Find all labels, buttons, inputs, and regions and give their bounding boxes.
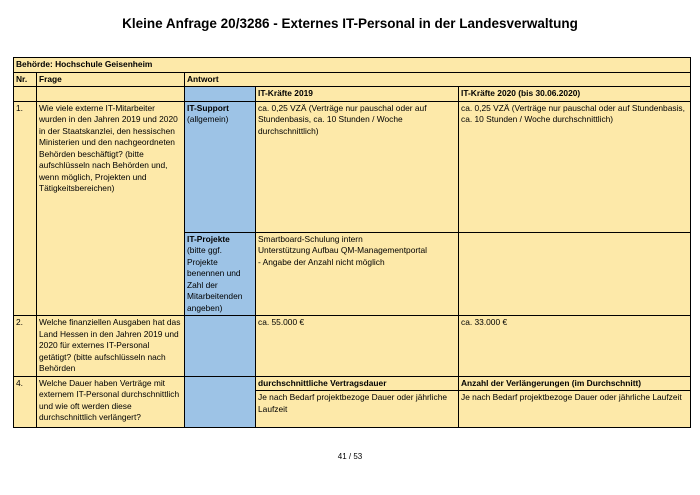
header-nr: Nr. — [14, 72, 37, 87]
answer-table — [13, 57, 691, 428]
it-projekte-sub: (bitte ggf. Projekte benennen und Zahl der Mitarbeitenden angeben) — [187, 245, 243, 313]
duration-value: Je nach Bedarf projektbezoge Dauer oder jährliche Laufzeit — [256, 391, 459, 428]
row-nr: 4. — [14, 376, 37, 428]
cost-2019: ca. 55.000 € — [256, 316, 459, 377]
row-nr: 1. — [14, 101, 37, 316]
row-question: Welche finanziellen Ausgaben hat das Land Hessen in den Jahren 2019 und 2020 für externes IT-Personal getätigt? (bitte aufschlüsseln nach Behörden — [37, 316, 185, 377]
header-frage: Frage — [37, 72, 185, 87]
header-antwort: Antwort — [185, 72, 691, 87]
duration-header: durchschnittliche Vertragsdauer — [256, 376, 459, 391]
table-row — [14, 316, 691, 377]
extensions-header: Anzahl der Verlängerungen (im Durchschnitt) — [459, 376, 691, 391]
row-question: Welche Dauer haben Verträge mit externem IT-Personal durchschnittlich und wie oft werden diese durchschnittlich verlängert? — [37, 376, 185, 428]
row-question: Wie viele externe IT-Mitarbeiter wurden in den Jahren 2019 und 2020 in der Staatskanzlei, den hessischen Ministerien und den nachgeordneten Behörden beschäftigt? (bitte aufschlüsseln nach Behörden und, wenn möglich, Projekten und Tätigkeitsbereichen) — [37, 101, 185, 316]
cost-2020: ca. 33.000 € — [459, 316, 691, 377]
authority-row — [14, 58, 691, 73]
page-number: 41 / 53 — [337, 452, 363, 461]
header-it-2019: IT-Kräfte 2019 — [256, 87, 459, 102]
it-support-2019: ca. 0,25 VZÄ (Verträge nur pauschal oder auf Stundenbasis, ca. 10 Stunden / Woche durchschnittlich) — [256, 101, 459, 232]
it-support-label — [185, 101, 256, 232]
it-projekte-title: IT-Projekte — [187, 233, 230, 244]
extensions-value: Je nach Bedarf projektbezoge Dauer oder jährliche Laufzeit — [459, 391, 691, 428]
it-support-sub: (allgemein) — [187, 114, 229, 124]
page-title: Kleine Anfrage 20/3286 - Externes IT-Personal in der Landesverwaltung — [122, 16, 578, 31]
it-projekte-2020 — [459, 232, 691, 316]
table-row — [14, 101, 691, 232]
subheader-row — [14, 87, 691, 102]
it-projekte-label — [185, 232, 256, 316]
table-row — [14, 376, 691, 391]
it-support-2020: ca. 0,25 VZÄ (Verträge nur pauschal oder auf Stundenbasis, ca. 10 Stunden / Woche durchschnittlich) — [459, 101, 691, 232]
header-row — [14, 72, 691, 87]
authority-label: Behörde: Hochschule Geisenheim — [14, 58, 691, 73]
row-nr: 2. — [14, 316, 37, 377]
it-projekte-2019: Smartboard-Schulung intern Unterstützung Aufbau QM-Managementportal - Angabe der Anzahl nicht möglich — [256, 232, 459, 316]
header-it-2020: IT-Kräfte 2020 (bis 30.06.2020) — [459, 87, 691, 102]
it-support-title: IT-Support — [187, 102, 229, 113]
